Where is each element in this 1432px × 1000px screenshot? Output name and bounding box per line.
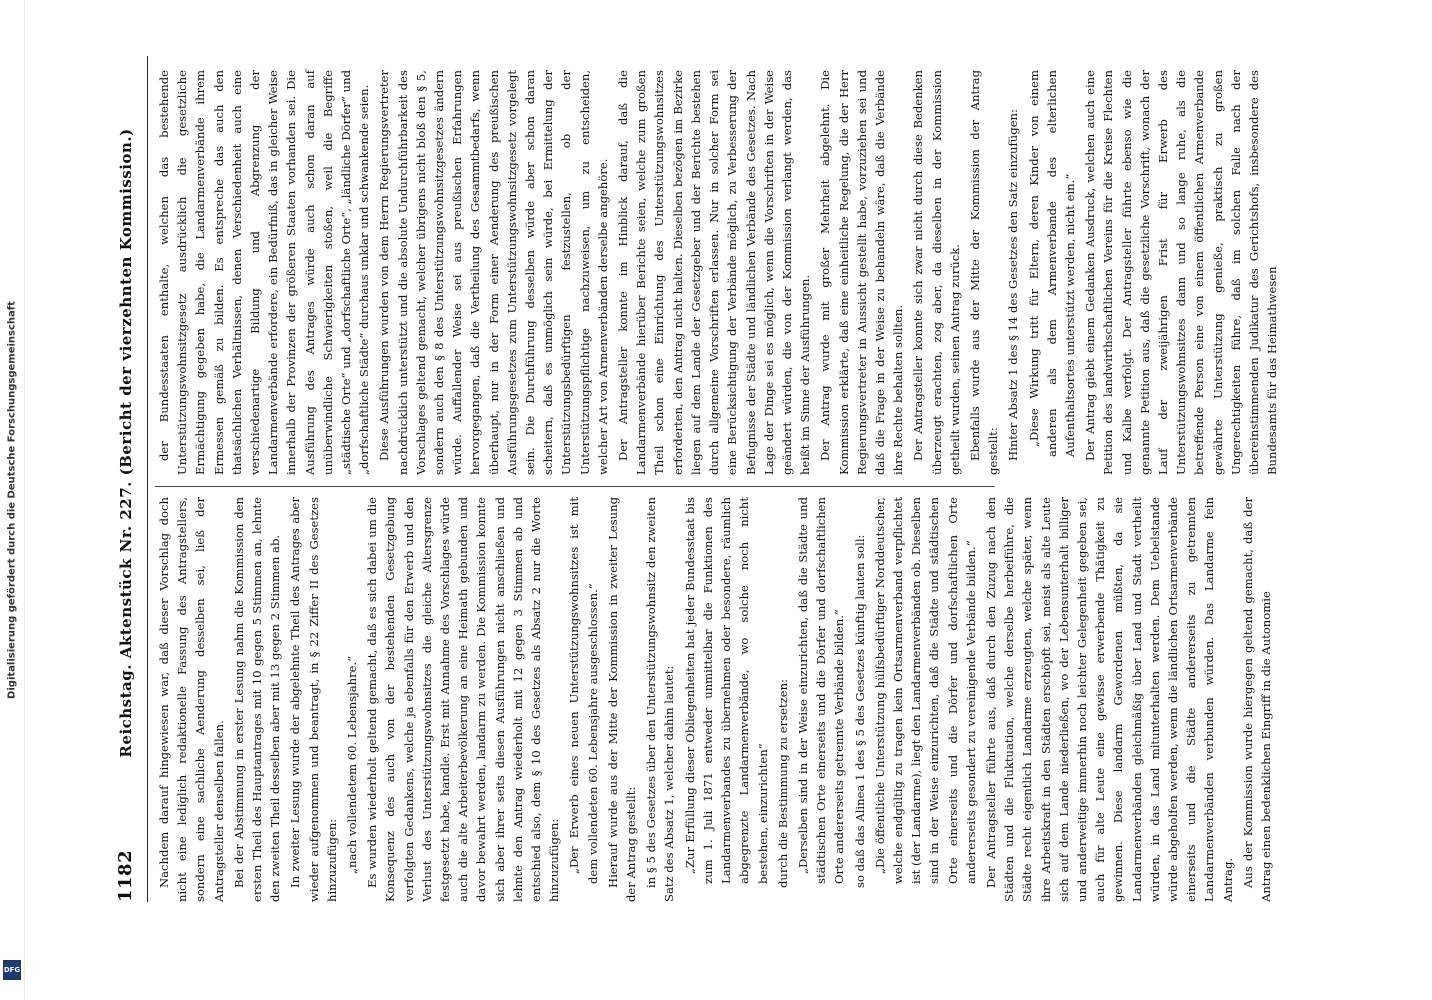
left-column-paragraph: Hierauf wurde aus der Mitte der Kommission in zweiter Lesung der Antrag gestellt: [605, 497, 639, 902]
scanned-page [105, 28, 1380, 930]
right-column-paragraph: Der Antrag wurde mit großer Mehrheit abgelehnt. Die Kommission erklärte, daß eine einheitliche Regelung, die der Herr Regierungsvertreter in Aussicht gestellt habe, vorzuziehen sei und daß die Frage in der Weise zu behandeln wäre, daß die Verbände ihre Rechte behalten sollten. [818, 70, 906, 475]
left-column-paragraph: „Derselben sind in der Weise einzurichten, daß die Städte und städtischen Orte einerseits und die Dörfer und dorfschaftlichen Orte andererseits getrennte Verbände bilden.“ [795, 497, 847, 884]
column-divider [155, 486, 995, 487]
left-column-paragraph: Bei der Abstimmung in erster Lesung nahm die Kommission den ersten Theil des Hauptantrages mit 10 gegen 5 Stimmen an, lehnte den zweiten Theil desselben aber mit 13 gegen 2 Stimmen ab. [231, 497, 283, 902]
left-column-paragraph: durch die Bestimmung zu ersetzen: [775, 679, 790, 888]
right-column-paragraph: Ebenfalls wurde aus der Mitte der Kommission der Antrag gestellt: [967, 70, 1001, 475]
page-header [115, 56, 145, 902]
left-column-paragraph: Aus der Kommission wurde hiergegen geltend gemacht, daß der Antrag einen bedenklichen Eingriff in die Autonomie [1240, 497, 1273, 902]
right-column-paragraph: Hinter Absatz 1 des § 14 des Gesetzes den Satz einzufügen: [1006, 109, 1021, 461]
left-column-paragraph: „Zur Erfüllung dieser Obliegenheiten hat jeder Bundesstaat bis zum 1. Juli 1871 entweder unmittelbar die Funktionen des Landarmenverbandes zu übernehmen oder besondere, räumlich abgegrenzte Landarmenverbände, wo solche noch nicht bestehen, einzurichten“ [682, 497, 770, 884]
right-column-paragraph: „Diese Wirkung tritt für Eltern, deren Kinder von einem anderen als dem Armenverbande des elterlichen Aufenthaltsortes unterstützt werden, nicht ein.“ [1026, 70, 1077, 457]
left-column [155, 497, 1273, 902]
left-column-paragraph: Es wurden wiederholt geltend gemacht, daß es sich dabei um die Konsequenz des auch von der bestehenden Gesetzgebung verfolgten Gedankens, welche ja ebenfalls für den Erwerb und den Verlust des Unterstützungswohnsitzes die gleiche Altersgrenze festgesetzt habe, handle. Erst mit Annahme des Vorschlages würde auch die alte Arbeiterbevölkerung an eine Heimath gebunden und davor bewahrt werden, landarm zu werden. Die Kommission konnte sich aber ihrer seits diesen Ausführungen nicht anschließen und lehnte den Antrag wiederholt mit 12 gegen 3 Stimmen ab und entschied also, dem § 10 des Gesetzes als Absatz 2 nur die Worte hinzuzufügen: [365, 497, 562, 902]
left-column-paragraph: „nach vollendetem 60. Lebensjahre.“ [345, 655, 360, 874]
right-column-paragraph: Der Antrag giebt einem Gedanken Ausdruck, welchen auch eine Petition des landwirthschaftlichen Vereins für die Kreise Flechten und Kalbe verfolgt. Der Antragsteller führte ebenso wie die genannte Petition aus, daß die gesetzliche Vorschrift, wonach der Lauf der zweijährigen Frist für Erwerb des Unterstützungswohnsitzes dann und so lange ruhe, als die betreffende Person eine von einem öffentlichen Armenverbande gewährte Unterstützung genieße, praktisch zu großen Ungerechtigkeiten führe, daß im solchen Falle nach der übereinstimmenden Judikatur des Gerichtshofs, insbesondere des Bundesamts für das Heimathwesen [1083, 70, 1280, 475]
right-column-paragraph: Diese Ausführungen wurden von dem Herrn Regierungsvertreter nachdrücklich unterstützt und die absolute Undurchführbarkeit des Vorschlages geltend gemacht, welcher übrigens nicht bloß den § 5, sondern auch den § 8 des Unterstützungswohnsitzgesetzes ändern würde. Auffallender Weise sei aus preußischen Erfahrungen hervorgegangen, daß die Vertheilung des Gesammtbedarfs, wenn überhaupt, nur in der Form einer Aenderung des preußischen Ausführungsgesetzes zum Unterstützungswohnsitzgesetz vorgelegt sein. Die Durchführung desselben würde aber schon daran scheitern, daß es unmöglich sein würde, bei Ermittelung der Unterstützungsbedürftigen festzustellen, ob der Unterstützungspflichtige nachzuweisen, um zu entscheiden, welcher Art von Armenverbänden derselbe angehöre. [377, 70, 610, 475]
header-rule [147, 56, 148, 902]
dfg-logo-icon: DFG [3, 960, 21, 980]
page-number: 1182 [115, 849, 136, 902]
left-column-paragraph: Nachdem darauf hingewiesen war, daß dieser Vorschlag doch nicht eine lediglich redaktionelle Fassung des Antragstellers, sondern eine sachliche Aenderung desselben sei, ließ der Antragsteller denselben fallen. [157, 497, 226, 902]
left-column-paragraph: so daß das Alinea 1 des § 5 des Gesetzes künftig lauten soll: [852, 534, 867, 888]
page-title: Reichstag. Aktenstück Nr. 227. (Bericht der vierzehnten Kommission.) [117, 128, 135, 758]
left-column-paragraph: In zweiter Lesung wurde der abgelehnte Theil des Antrages aber wieder aufgenommen und beantragt, in § 22 Ziffer II des Gesetzes hinzuzufügen: [288, 497, 339, 902]
digitization-strip [0, 0, 25, 1000]
left-column-paragraph: in § 5 des Gesetzes über den Unterstützungswohnsitz den zweiten Satz des Absatz 1, welcher dahin lautet: [644, 497, 677, 902]
right-column-paragraph: Der Antragsteller konnte im Hinblick darauf, daß die Landarmenverbände hierüber Berichte seien, welche zum großen Theil schon eine Einrichtung des Unterstützungswohnsitzes erforderten, den Antrag nicht halten. Dieselben bezögen im Bezirke liegen auf dem Lande der Gesetzgeber und der Berichte bestehen durch allgemeine Vorschriften erlassen. Nur in solcher Form sei eine Berücksichtigung der Verbände möglich, zu Verbesserung der Befugnisse der Städte und ländlichen Verbände des Gesetzes. Nach Lage der Dinge sei es möglich, wenn die Vorschriften in der Weise geändert würden, die von der Kommission verlangt werden, das heißt im Sinne der Ausführungen. [616, 70, 813, 475]
funding-notice: Digitalisierung gefördert durch die Deutsche Forschungsgemeinschaft [6, 301, 18, 699]
right-column-paragraph: Der Antragsteller konnte sich zwar nicht durch diese Bedenken überzeugt erachten, zog aber, da dieselben in der Kommission getheilt wurden, seinen Antrag zurück. [911, 70, 962, 475]
left-column-paragraph: „Der Erwerb eines neuen Unterstützungswohnsitzes ist mit dem vollendeten 60. Lebensjahre ausgeschlossen.“ [567, 497, 600, 884]
right-column-paragraph: der Bundesstaaten enthalte, welchen das bestehende Unterstützungswohnsitzgesetz ausdrücklich die gesetzliche Ermächtigung gegeben habe, die Landarmenverbände ihrem Ermessen gemäß zu bilden. Es entspreche das auch den thatsächlichen Verhältnissen, denen Verschiedenheit auch eine verschiedenartige Bildung und Abgrenzung der Landarmenverbände erfordere, ein Bedürfniß, das in gleicher Weise innerhalb der Provinzen der größeren Staaten vorhanden sei. Die Ausführung des Antrages würde auch schon daran auf unüberwindliche Schwierigkeiten stoßen, weil die Begriffe „städtische Orte“ und „dorfschaftliche Orte“, „ländliche Dörfer“ und „dorfschaftliche Städte“ durchaus unklar und schwankende seien. [157, 70, 372, 475]
left-column-paragraph: „Die öffentliche Unterstützung hülfsbedürftiger Norddeutscher, welche endgültig zu tragen kein Ortsarmenverband verpflichtet ist (der Landarme), liegt den Landarmenverbänden ob. Dieselben sind in der Weise einzurichten, daß die Städte und städtischen Orte einerseits und die Dörfer und dorfschaftlichen Orte andererseits gesondert zu vereinigende Verbände bilden.“ [872, 497, 978, 884]
right-column [155, 70, 1280, 475]
left-column-paragraph: Der Antragsteller führte aus, daß durch den Zuzug nach den Städten und die Fluktuation, welche derselbe herbeiführe, die Städte recht eigentlich Landarme erzeugten, welche später, wenn ihre Arbeitskraft in den Städten erschöpft sei, meist als alte Leute sich auf dem Lande niederließen, wo der Lebensunterhalt billiger und anderweitige immerhin noch leichter Gelegenheit gegeben sei, auch für alte Leute eine gewisse erwerbende Thätigkeit zu gewinnen. Diese landarm Gewordenen müßten, da sie Landarmenverbänden gleichmäßig über Land und Stadt vertheilt würden, in das Land mitunterhalten werden. Dem Uebelstande würde abgeholfen werden, wenn die ländlichen Ortsarmenverbände einerseits und die Städte andererseits zu getrennten Landarmenverbänden verbunden würden. Das Landarme fein Antrag. [983, 497, 1235, 902]
